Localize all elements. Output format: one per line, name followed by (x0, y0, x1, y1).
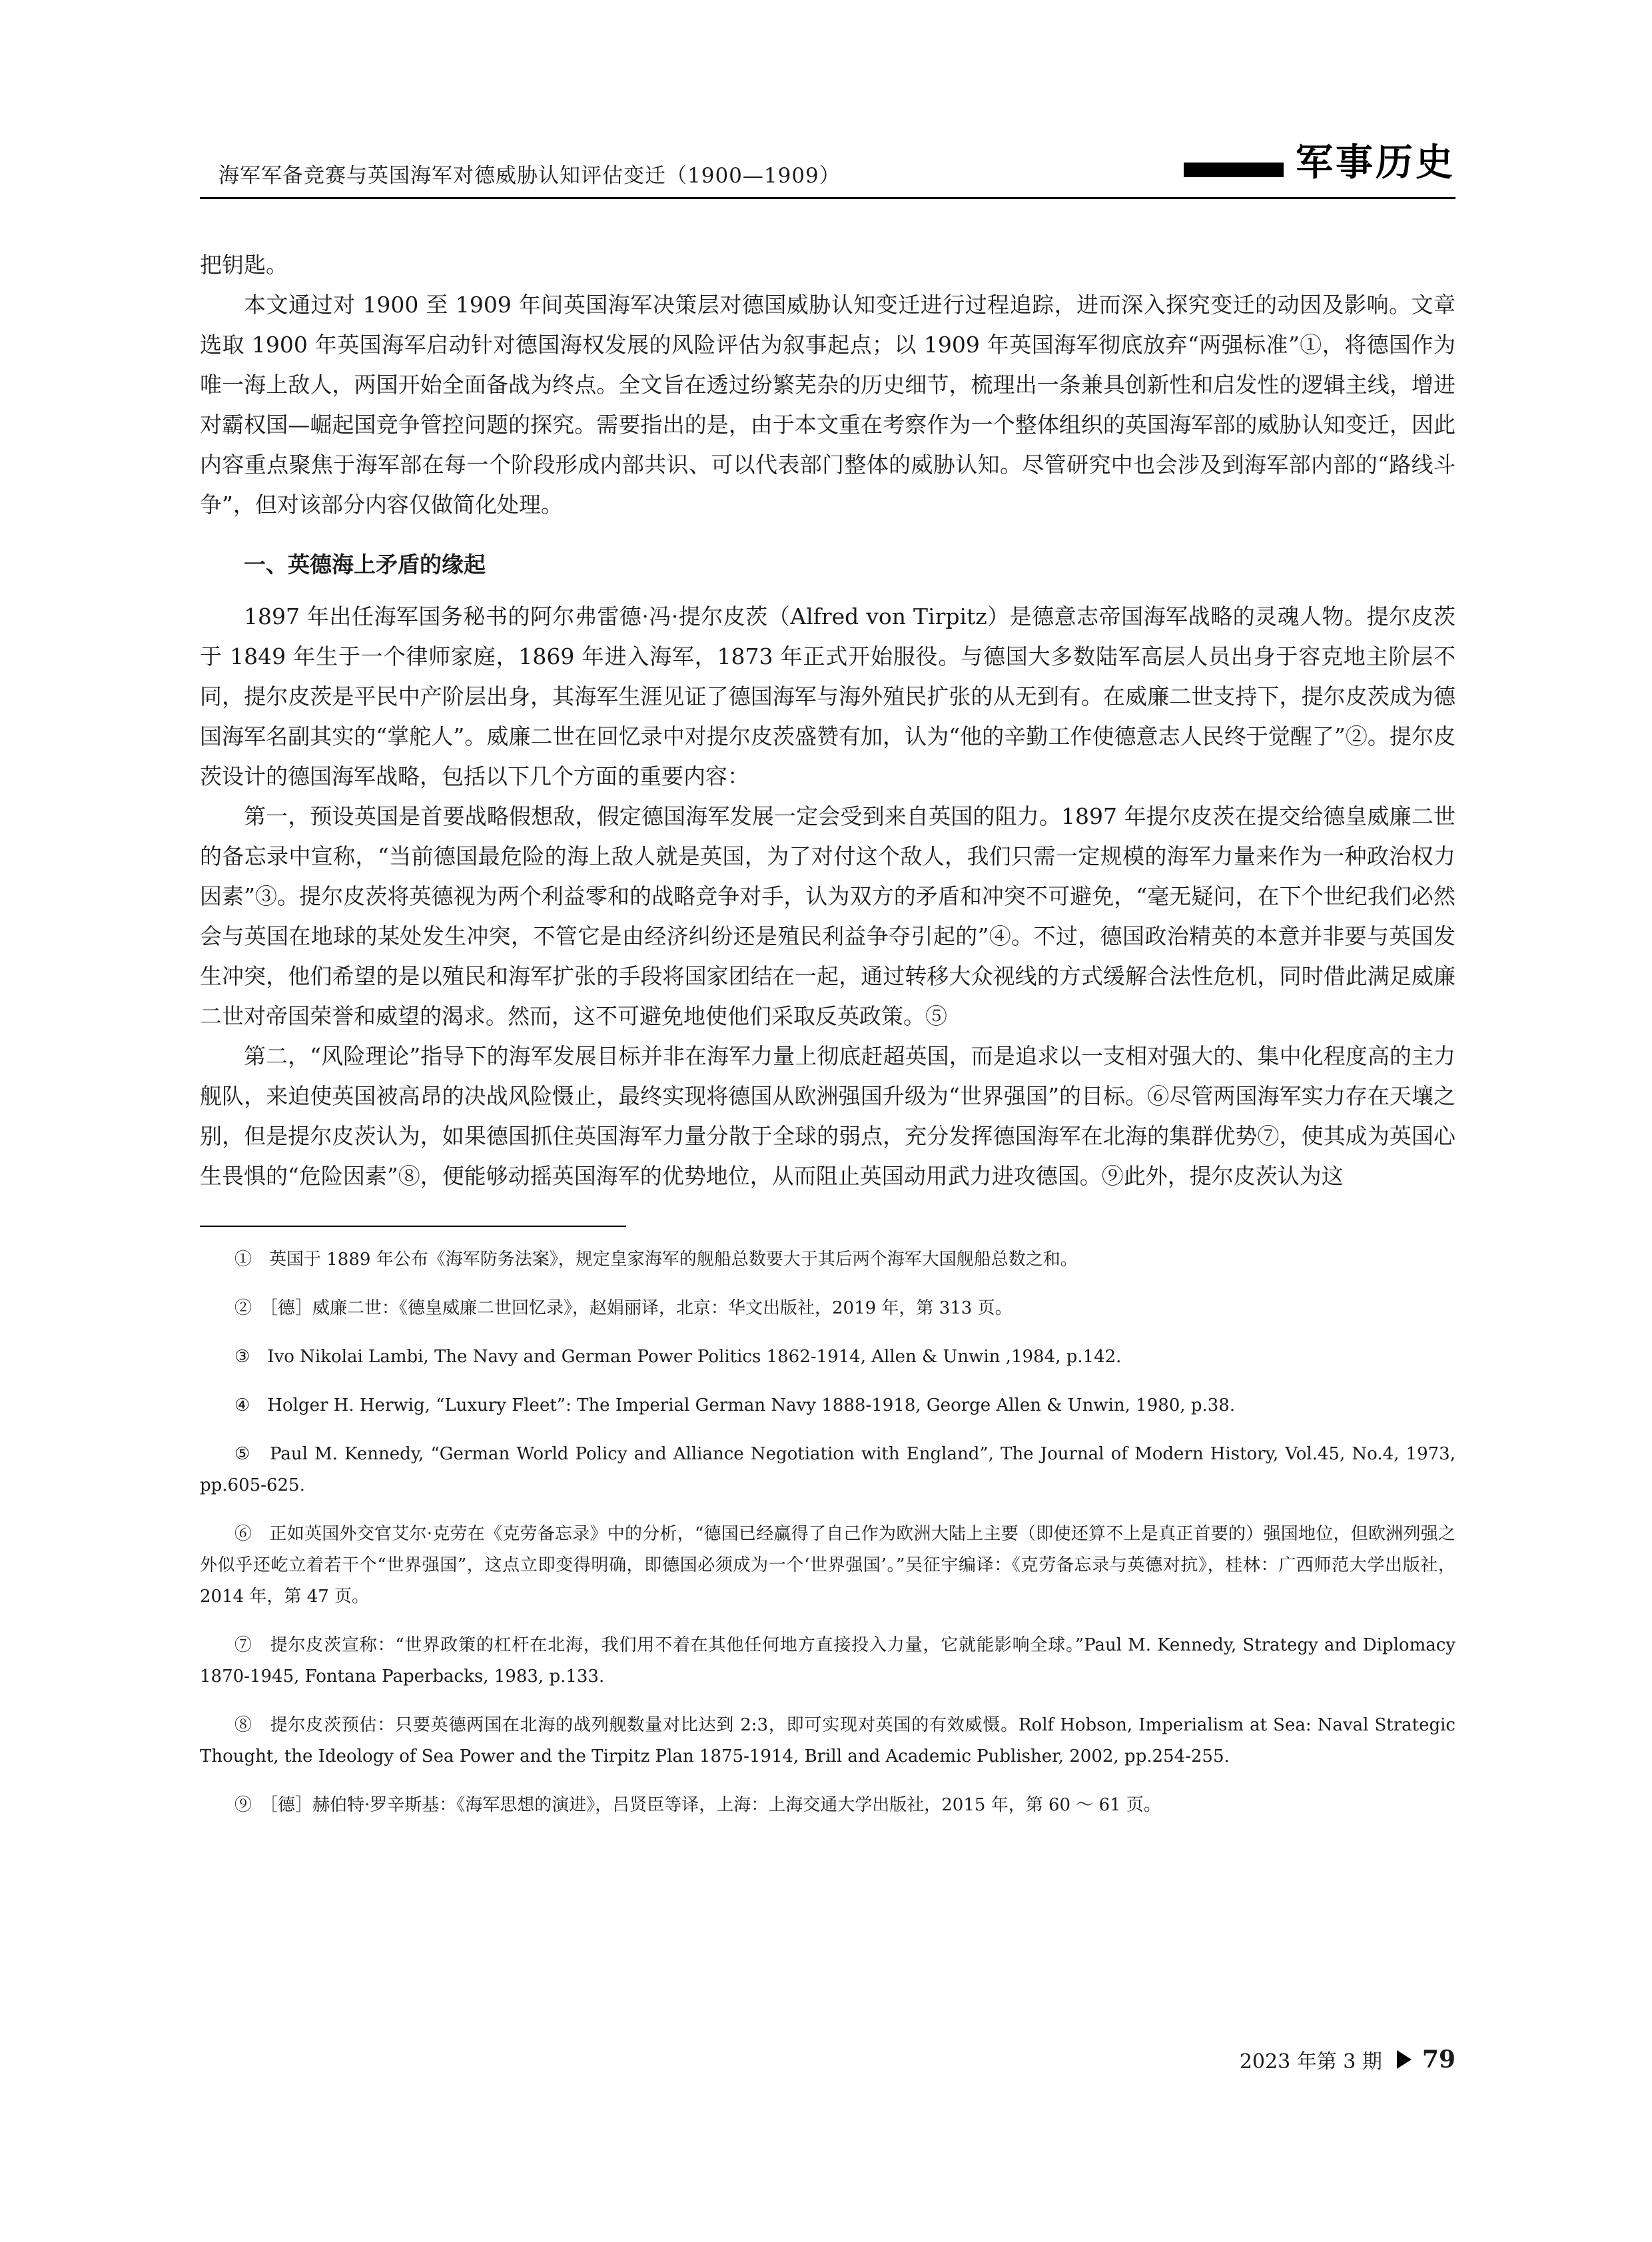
header-divider (200, 197, 1455, 199)
footnote-item: ⑨ ［德］赫伯特·罗辛斯基：《海军思想的演进》，吕贤臣等译，上海：上海交通大学出版社，2015 年，第 60 ～ 61 页。 (234, 1795, 1161, 1815)
paragraph: 1897 年出任海军国务秘书的阿尔弗雷德·冯·提尔皮茨（Alfred von Tirpitz）是德意志帝国海军战略的灵魂人物。提尔皮茨于 1849 年生于一个律师家庭，1869 年进入海军，1873 年正式开始服役。与德国大多数陆军高层人员出身于容克地主阶层不同，提尔皮茨是平民中产阶层出身，其海军生涯见证了德国海军与海外殖民扩张的从无到有。在威廉二世支持下，提尔皮茨成为德国海军名副其实的“掌舵人”。威廉二世在回忆录中对提尔皮茨盛赞有加，认为“他的辛勤工作使德意志人民终于觉醒了”②。提尔皮茨设计的德国海军战略，包括以下几个方面的重要内容： (200, 603, 1455, 789)
footnote-item: ⑤ Paul M. Kennedy, “German World Policy and Alliance Negotiation with England”, The Journal of Modern History, Vol.45, No.4, 1973, pp.605-625. (200, 1444, 1455, 1495)
page-header (200, 140, 1455, 220)
masthead-bar (1184, 163, 1284, 177)
section-heading: 一、英德海上矛盾的缘起 (244, 552, 486, 577)
footnote-item: ① 英国于 1889 年公布《海军防务法案》，规定皇家海军的舰船总数要大于其后两个海军大国舰船总数之和。 (234, 1250, 1078, 1270)
paragraph: 第二，“风险理论”指导下的海军发展目标并非在海军力量上彻底赶超英国，而是追求以一支相对强大的、集中化程度高的主力舰队，来迫使英国被高昂的决战风险慑止，最终实现将德国从欧洲强国升级为“世界强国”的目标。⑥尽管两国海军实力存在天壤之别，但是提尔皮茨认为，如果德国抓住英国海军力量分散于全球的弱点，充分发挥德国海军在北海的集群优势⑦，使其成为英国心生畏惧的“危险因素”⑧，便能够动摇英国海军的优势地位，从而阻止英国动用武力进攻德国。⑨此外，提尔皮茨认为这 (200, 1043, 1455, 1189)
paragraph: 第一，预设英国是首要战略假想敌，假定德国海军发展一定会受到来自英国的阻力。1897 年提尔皮茨在提交给德皇威廉二世的备忘录中宣称，“当前德国最危险的海上敌人就是英国，为了对付这个敌人，我们只需一定规模的海军力量来作为一种政治权力因素”③。提尔皮茨将英德视为两个利益零和的战略竞争对手，认为双方的矛盾和冲突不可避免，“毫无疑问，在下个世纪我们必然会与英国在地球的某处发生冲突，不管它是由经济纠纷还是殖民利益争夺引起的”④。不过，德国政治精英的本意并非要与英国发生冲突，他们希望的是以殖民和海军扩张的手段将国家团结在一起，通过转移大众视线的方式缓解合法性危机，同时借此满足威廉二世对帝国荣誉和威望的渴求。然而，这不可避免地使他们采取反英政策。⑤ (200, 803, 1455, 1029)
page-number: 79 (1422, 2046, 1455, 2073)
page-marker-icon (1397, 2050, 1412, 2069)
footnote-item: ③ Ivo Nikolai Lambi, The Navy and German Power Politics 1862-1914, Allen & Unwin ,1984, p.142. (234, 1347, 1122, 1367)
journal-name: 军事历史 (1296, 141, 1455, 185)
footnote-item: ⑧ 提尔皮茨预估：只要英德两国在北海的战列舰数量对比达到 2:3，即可实现对英国的有效威慑。Rolf Hobson, Imperialism at Sea: Naval Strategic Thought, the Ideology of Sea Power and the Tirpitz Plan 1875-1914, Brill and Academic Publisher, 2002, pp.254-255. (200, 1715, 1455, 1766)
issue-label: 2023 年第 3 期 (1239, 2050, 1382, 2073)
footnote-item: ⑥ 正如英国外交官艾尔·克劳在《克劳备忘录》中的分析，“德国已经赢得了自己作为欧洲大陆上主要（即使还算不上是真正首要的）强国地位，但欧洲列强之外似乎还屹立着若干个“世界强国”，这点立即变得明确，即德国必须成为一个‘世界强国’。”吴征宇编译：《克劳备忘录与英德对抗》，桂林：广西师范大学出版社，2014 年，第 47 页。 (200, 1524, 1455, 1607)
paragraph: 把钥匙。 (200, 252, 288, 278)
footnote-list (200, 1244, 1455, 1821)
journal-masthead (1184, 141, 1455, 185)
footnote-item: ② ［德］威廉二世：《德皇威廉二世回忆录》，赵娟丽译，北京：华文出版社，2019 年，第 313 页。 (234, 1298, 1013, 1318)
footnote-divider (200, 1226, 626, 1227)
article-body (200, 245, 1455, 1196)
footnote-item: ⑦ 提尔皮茨宣称：“世界政策的杠杆在北海，我们用不着在其他任何地方直接投入力量，它就能影响全球。”Paul M. Kennedy, Strategy and Diplomacy 1870-1945, Fontana Paperbacks, 1983, p.133. (200, 1635, 1455, 1686)
page-footer (200, 2045, 1455, 2074)
footnote-item: ④ Holger H. Herwig, “Luxury Fleet”: The Imperial German Navy 1888-1918, George Allen & Unwin, 1980, p.38. (234, 1395, 1236, 1415)
page-content (200, 140, 1455, 1838)
paragraph: 本文通过对 1900 至 1909 年间英国海军决策层对德国威胁认知变迁进行过程追踪，进而深入探究变迁的动因及影响。文章选取 1900 年英国海军启动针对德国海权发展的风险评估为叙事起点；以 1909 年英国海军彻底放弃“两强标准”①，将德国作为唯一海上敌人，两国开始全面备战为终点。全文旨在透过纷繁芜杂的历史细节，梳理出一条兼具创新性和启发性的逻辑主线，增进对霸权国—崛起国竞争管控问题的探究。需要指出的是，由于本文重在考察作为一个整体组织的英国海军部的威胁认知变迁，因此内容重点聚焦于海军部在每一个阶段形成内部共识、可以代表部门整体的威胁认知。尽管研究中也会涉及到海军部内部的“路线斗争”，但对该部分内容仅做简化处理。 (200, 292, 1455, 518)
running-title: 海军军备竞赛与英国海军对德威胁认知评估变迁（1900—1909） (218, 164, 841, 188)
